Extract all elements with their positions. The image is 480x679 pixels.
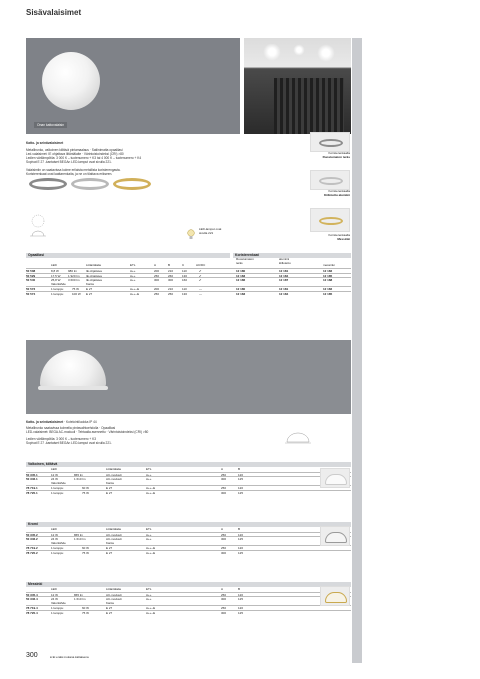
cell: 50 346.4: [26, 597, 38, 602]
table-row: [26, 550, 351, 555]
accessory-sub: Kiillotettu alumiini: [324, 192, 350, 197]
cell: A++: [130, 278, 136, 283]
cell: 980 lm: [68, 269, 78, 273]
cell: E 27: [106, 486, 113, 491]
accessory-sub: Messinki: [337, 236, 350, 241]
cell: A++–E: [146, 550, 156, 555]
cell: A++–E: [146, 610, 156, 615]
cell: 12 W: [51, 472, 59, 477]
cell: 300: [221, 490, 227, 495]
cell: 1 920 lm: [68, 273, 80, 278]
heading-main: Katto- ja seinävalaisimet: [26, 420, 64, 424]
dimension-drawing: [28, 208, 48, 242]
cell: 125: [238, 490, 244, 495]
cell: E 27: [106, 550, 113, 555]
footnote: ● Ei enää mukana kaltaisena: [50, 655, 89, 659]
col-a: A: [154, 263, 157, 267]
table-opal-header: Opaalilasi: [26, 253, 230, 258]
table-row: [26, 291, 351, 296]
accessory-label: [270, 190, 350, 198]
cell: 78 719.4: [26, 606, 38, 611]
cell: 865 lm: [74, 472, 84, 477]
cell: 3 600 lm: [68, 278, 80, 283]
cell: 120: [238, 546, 244, 551]
cell: 1 lamppu: [51, 287, 64, 292]
cell: ETL: [146, 527, 152, 531]
cell: AC-moduuli: [106, 472, 122, 477]
cell: 50 345.1: [26, 472, 38, 477]
col-etl: ETL: [130, 263, 136, 267]
cell: A++: [146, 477, 152, 482]
cell: 12 182: [323, 287, 333, 292]
cell: 50 529: [26, 273, 36, 278]
cell: 260: [168, 273, 174, 278]
cell: 120: [238, 592, 244, 597]
cell: 50 574: [26, 291, 36, 296]
cell: B: [238, 587, 241, 591]
cell: Kanta: [106, 540, 114, 545]
cell: 12 188: [323, 278, 333, 283]
cell: 300: [154, 278, 160, 283]
cell: 12 184: [279, 291, 289, 296]
cell: 24 W: [51, 477, 59, 482]
cell: 1 610 lm: [74, 537, 86, 542]
cell: A++–E: [146, 546, 156, 551]
cell: 250: [221, 546, 227, 551]
hero-caption: Onan kattovalaisin: [34, 122, 67, 128]
cell: 865 lm: [74, 532, 84, 537]
cell: LED: [51, 467, 57, 471]
col-acdc: AC/DC: [196, 263, 206, 267]
cell: 50 345.4: [26, 592, 38, 597]
group-table-chrome: [26, 522, 351, 555]
desc-line: Ledien värilämpötila: 3 000 K – tuotenumero + K3 tai 4 000 K – tuotenumero + K4: [26, 156, 142, 161]
cell: 50 573: [26, 287, 36, 292]
cell: 12 182: [323, 269, 333, 273]
section2-description: [26, 426, 266, 445]
cell: 50 345.2: [26, 532, 38, 537]
cell: 200: [154, 287, 160, 292]
cell: 75 W: [82, 490, 90, 495]
cell: 12 180: [236, 287, 246, 292]
accessory-title: Koristerenkaalla: [328, 189, 350, 193]
ring-steel: [29, 178, 67, 190]
cell: 865 lm: [74, 592, 84, 597]
desc-line: Metallirunko saatavissa kolmella pintavaihtoehdolla · Opaalilasi: [26, 426, 116, 430]
group-table-white: [26, 462, 351, 495]
cell: A++: [130, 269, 136, 273]
accessory-sub: Ruostumaton teräs: [322, 154, 350, 159]
cell: E 27: [86, 287, 93, 292]
cell: 25,8 W: [51, 278, 61, 283]
table-col-headers: [26, 257, 351, 268]
product-thumb-chrome: [320, 526, 350, 546]
cell: 250: [221, 606, 227, 611]
col-led: LED: [51, 263, 57, 267]
accessory-image-brass: [310, 208, 350, 232]
product-thumb-white: [320, 468, 350, 488]
cell: 12 181: [279, 287, 289, 292]
cell: 12 183: [236, 273, 246, 278]
cell: 250: [221, 592, 227, 597]
cell: 78 719.2: [26, 546, 38, 551]
cell: B: [238, 527, 241, 531]
cell: A: [221, 587, 224, 591]
cell: 125: [238, 477, 244, 482]
cell: 1 610 lm: [74, 477, 86, 482]
accessory-label: [270, 234, 350, 242]
cell: 78 719.1: [26, 486, 38, 491]
cell: 1 lamppu: [51, 291, 64, 296]
group-title: Messinki: [26, 582, 351, 587]
desc-line: Ledien värilämpötila: 3 000 K – tuotenumero + K3: [26, 437, 97, 442]
cell: AC-moduuli: [106, 592, 122, 597]
cell: AC-moduuli: [106, 537, 122, 542]
cell: 12 186: [236, 278, 246, 283]
cell: 75 W: [72, 287, 80, 292]
cell: 110: [182, 287, 187, 292]
cell: 130: [182, 291, 188, 296]
cell: AC-moduuli: [106, 597, 122, 602]
led-bulb-icon: [187, 228, 195, 240]
cell: —: [199, 287, 202, 292]
cell: 1 lamppu: [51, 486, 64, 491]
cell: ✔: [199, 273, 202, 278]
cell: 12 184: [279, 273, 289, 278]
heading-suffix: · Kotelointiluokka IP 44: [64, 420, 97, 424]
cell: 200: [154, 269, 160, 273]
ring-aluminium: [71, 178, 109, 190]
cell: 75 W: [82, 550, 90, 555]
accessory-image-aluminium: [310, 170, 350, 190]
cell: Valonlähde: [51, 540, 66, 545]
cell: IE ohjattava: [86, 273, 102, 278]
group-title: Valkoinen, kiiltävä: [26, 462, 351, 467]
dome-lamp: [40, 350, 106, 388]
cell: AC-moduuli: [106, 477, 122, 482]
cell: ETL: [146, 467, 152, 471]
cell: LED: [51, 587, 57, 591]
product-thumb-brass: [320, 586, 350, 606]
desc-line: Metallirunko, valkoinen kiiltävä pintamaalaus · Satiinimatta opaalilasi: [26, 148, 123, 152]
cell: 12 183: [236, 291, 246, 296]
table-row: [26, 610, 351, 615]
table-row: [26, 490, 351, 495]
cell: 60 W: [82, 606, 90, 611]
cell: 78 720.1: [26, 490, 38, 495]
col-driver: Liitäntälaite: [86, 263, 102, 267]
cell: A++: [146, 537, 152, 542]
cell: 50 508: [26, 269, 36, 273]
cell: 250: [221, 532, 227, 537]
accessory-image-steel: [310, 132, 350, 152]
table-rings-header: Koristerenkaat: [233, 253, 351, 258]
cell: 60 W: [82, 546, 90, 551]
hero-image-right: [244, 38, 351, 134]
cell: 210: [168, 269, 174, 273]
cell: Valonlähde: [51, 480, 66, 485]
cell: 60 W: [82, 486, 90, 491]
cell: 120: [238, 486, 244, 491]
cell: 250: [221, 486, 227, 491]
cell: E 27: [86, 291, 93, 296]
ceiling-lights: [254, 44, 344, 64]
cell: 300: [221, 610, 227, 615]
cell: 24 W: [51, 597, 59, 602]
cell: 1 lamppu: [51, 490, 64, 495]
cell: 50 346.1: [26, 477, 38, 482]
group-title: Kromi: [26, 522, 351, 527]
cell: 1 lamppu: [51, 606, 64, 611]
cell: E 27: [106, 546, 113, 551]
cell: 300: [221, 537, 227, 542]
cell: 120: [238, 606, 244, 611]
cell: LED: [51, 527, 57, 531]
section2-heading: [26, 420, 97, 424]
cell: Valonlähde: [51, 600, 66, 605]
cell: A++–E: [146, 490, 156, 495]
cell: 12 181: [279, 269, 289, 273]
cell: 24 W: [51, 537, 59, 542]
cell: 210: [168, 287, 174, 292]
cell: 125: [238, 537, 244, 542]
cell: 250: [154, 273, 160, 278]
accessory-title: Koristerenkaalla: [328, 151, 350, 155]
section1-description: [26, 148, 266, 177]
cell: 12 180: [236, 269, 246, 273]
page-title: Sisävalaisimet: [26, 8, 82, 17]
cell: 250: [221, 472, 227, 477]
cell: A++–E: [130, 291, 140, 296]
desc-line: LED-valaisimet: BEGA AC-moduuli · Tehtaalla asennettu · Värintoistoindeksi (CRI) >80: [26, 430, 149, 435]
cell: 75 W: [82, 610, 90, 615]
cell: 12 W: [51, 532, 59, 537]
cell: 78 720.4: [26, 610, 38, 615]
cell: ✔: [199, 269, 202, 273]
cell: 130: [182, 273, 188, 278]
cell: 300: [221, 550, 227, 555]
cell: A++: [146, 472, 152, 477]
side-tab: [352, 38, 362, 663]
cell: 1 610 lm: [74, 597, 86, 602]
cell: 50 346.2: [26, 537, 38, 542]
desc-line: Led-valaisimet: IE ohjattava liitäntälaite · Värintoistoindeksi (CRI) >80: [26, 152, 124, 157]
accessory-title: Koristerenkaalla: [328, 233, 350, 237]
col-brass: messinki: [323, 263, 335, 267]
desc-line: Sopivat E 27 -kantaiset BEGAn LED-lamput ovat sivulla 221.: [26, 160, 112, 165]
cell: ETL: [146, 587, 152, 591]
page-number: 300: [26, 652, 38, 659]
lamp-note: LED-lamput ovat sivulla 221: [199, 227, 222, 235]
col-b: B: [168, 263, 171, 267]
cell: A++–E: [146, 486, 156, 491]
desc-line: Valaisimiin on saatavissa kolme erilaista metallista koristerengasta.: [26, 168, 121, 173]
cell: Kanta: [106, 600, 114, 605]
cell: Liitäntälaite: [106, 527, 122, 531]
cell: Liitäntälaite: [106, 587, 122, 591]
cell: A: [221, 467, 224, 471]
cell: 1 lamppu: [51, 550, 64, 555]
cell: 300: [221, 597, 227, 602]
table-led-rows: [26, 268, 351, 296]
cell: AC-moduuli: [106, 532, 122, 537]
cell: 78 720.2: [26, 550, 38, 555]
cell: 12 185: [323, 291, 333, 296]
cell: A++: [146, 532, 152, 537]
cell: 125: [238, 550, 244, 555]
cell: B: [238, 467, 241, 471]
cell: 120: [238, 472, 244, 477]
cell: —: [199, 291, 202, 296]
cell: 12 185: [323, 273, 333, 278]
cell: 160: [182, 278, 188, 283]
cell: 12 187: [279, 278, 289, 283]
cell: IE ohjattava: [86, 278, 102, 283]
cell: 17,5 W: [51, 273, 61, 278]
cell: 1 lamppu: [51, 610, 64, 615]
section1-heading: Katto- ja seinävalaisimet: [26, 141, 64, 145]
cell: A++: [146, 597, 152, 602]
desc-line: Sopivat E 27 -kantaiset BEGAn LED-lamput ovat sivulla 221.: [26, 441, 112, 446]
cell: E 27: [106, 606, 113, 611]
cell: Valonlähde: [51, 281, 66, 286]
cell: 300: [168, 278, 174, 283]
cell: A++–E: [130, 287, 140, 292]
cell: 250: [168, 291, 174, 296]
cell: 300: [221, 477, 227, 482]
cell: 12 W: [51, 592, 59, 597]
col-c: C: [182, 263, 185, 267]
cell: 8,8 W: [51, 269, 59, 273]
globe-lamp: [42, 52, 100, 110]
cell: Liitäntälaite: [106, 467, 122, 471]
accessory-label: [270, 152, 350, 160]
hero-image-left: [26, 38, 240, 134]
cell: Kanta: [106, 480, 114, 485]
cell: 50 540: [26, 278, 36, 283]
ring-brass: [113, 178, 151, 190]
col-aluminium: alumiini kiillotettu: [279, 257, 291, 265]
cell: Kanta: [86, 281, 94, 286]
cell: ✔: [199, 278, 202, 283]
cell: A: [221, 527, 224, 531]
dimension-drawing-2: [284, 428, 312, 448]
cell: IE ohjattava: [86, 269, 102, 273]
hero-image-dome: [26, 340, 351, 414]
col-steel: Ruostumaton teräs: [236, 257, 254, 265]
desc-line: Koristerenkaat ovat laattarenkaita, ja ne on tilattava erikseen.: [26, 172, 113, 177]
cell: 250: [154, 291, 160, 296]
cell: E 27: [106, 490, 113, 495]
cell: 125: [238, 610, 244, 615]
cell: A++: [146, 592, 152, 597]
cell: 1 lamppu: [51, 546, 64, 551]
cell: E 27: [106, 610, 113, 615]
cell: 100 W: [72, 291, 81, 296]
cell: A++: [130, 273, 136, 278]
group-table-brass: [26, 582, 351, 615]
cell: 125: [238, 597, 244, 602]
dome-base: [38, 386, 108, 390]
cell: A++–E: [146, 606, 156, 611]
curtain-stripes: [274, 78, 344, 134]
cell: 120: [238, 532, 244, 537]
cell: 110: [182, 269, 187, 273]
